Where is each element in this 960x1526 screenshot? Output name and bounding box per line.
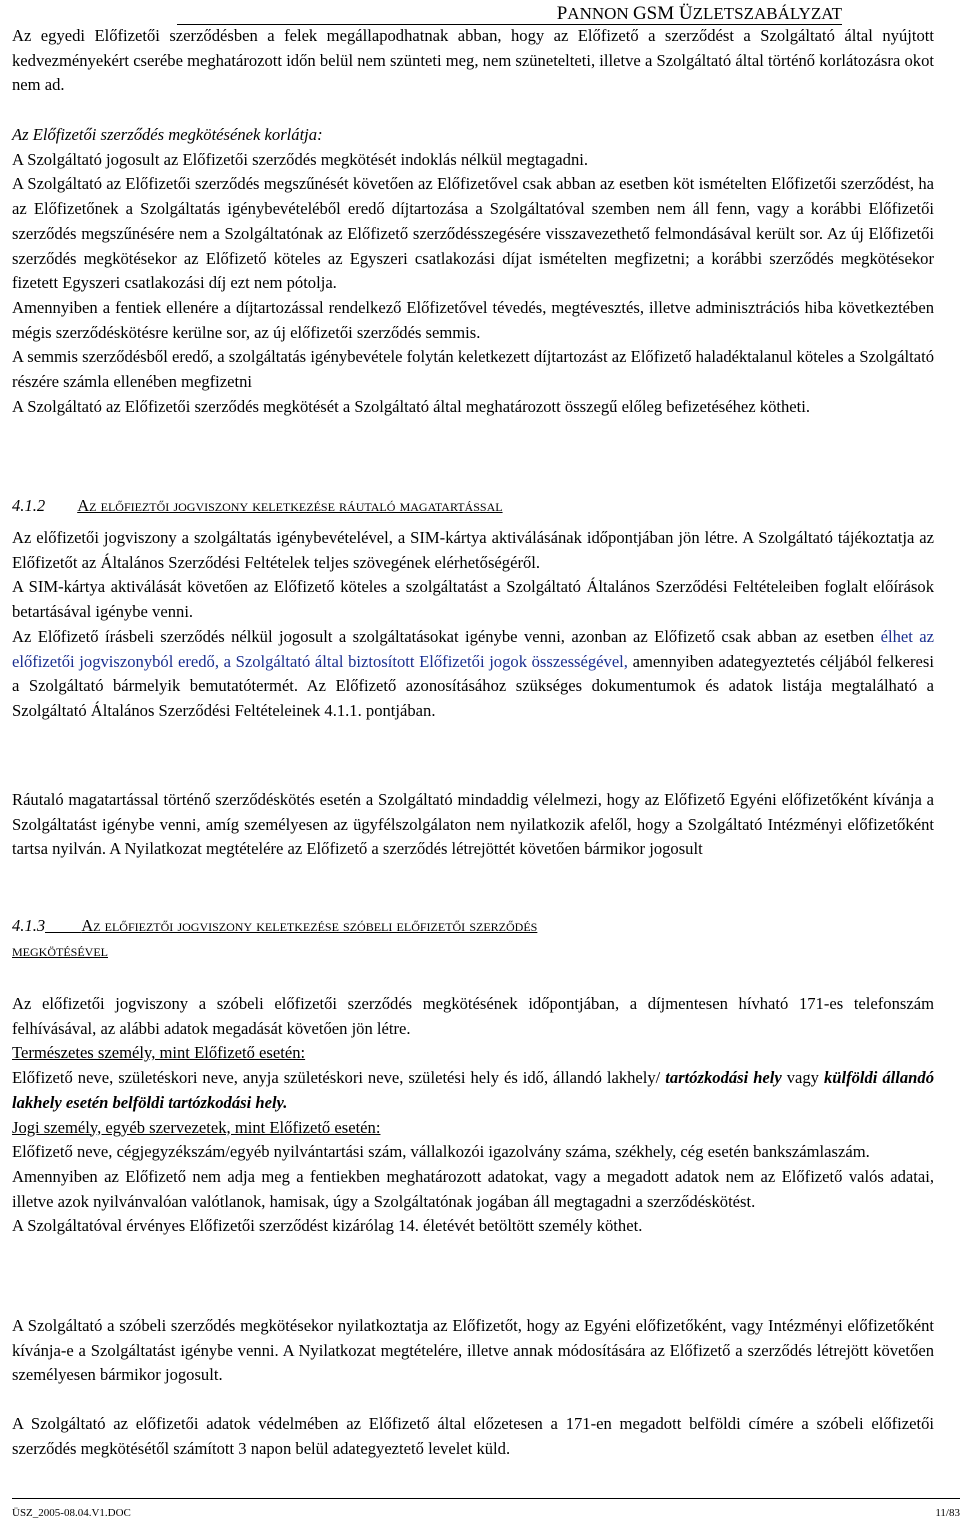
section-title: Az előfieztői jogviszony keletkezése szóbeli előfizetői szerződés	[81, 916, 538, 935]
section-4-1-2-heading	[12, 494, 934, 519]
section-4-1-2-body	[12, 526, 934, 724]
limit-section	[12, 123, 934, 419]
natural-person-text	[12, 1066, 934, 1115]
natural-text: Előfizető neve, születéskori neve, anyja születéskori neve, születési hely és idő, állandó lakhely/	[12, 1068, 666, 1088]
limit-heading: Az Előfizetői szerződés megkötésének korlátja:	[12, 125, 323, 144]
legal-person-heading: Jogi személy, egyéb szervezetek, mint Előfizető esetén:	[12, 1117, 381, 1137]
natural-person-heading: Természetes személy, mint Előfizető esetén:	[12, 1043, 306, 1063]
page-header	[177, 4, 842, 25]
section-4-1-3-declaration	[12, 1314, 934, 1388]
limit-paragraph-3: Amennyiben a fentiek ellenére a díjtartozással rendelkező Előfizetővel tévedés, megtévesztés, illetve adminisztrációs hiba következtében mégis szerződéskötésre kerülne sor, az új előfizetői szerződés semmis.	[12, 297, 934, 342]
sec413-paragraph-3: A Szolgáltatóval érvényes Előfizetői szerződést kizárólag 14. életévét betöltött személy köthet.	[12, 1216, 643, 1236]
intro-section	[12, 24, 934, 98]
footer-filename: ÜSZ_2005-08.04.V1.DOC	[12, 1507, 131, 1519]
sec412-paragraph-4: Ráutaló magatartással történő szerződéskötés esetén a Szolgáltató mindaddig vélelmezi, hogy az Előfizető Egyéni előfizetőként kívánja a Szolgáltatást igénybe venni, amíg személyesen az ügyfélszolgálaton nem nyilatkozik afelől, hogy a Szolgáltató Intézményi előfizetőként tartsa nyilván. A Nyilatkozat megtételére az Előfizető a szerződés létrejöttét követően bármikor jogosult	[12, 790, 934, 859]
header-first-letter: P	[556, 3, 568, 24]
sec412-paragraph-1	[12, 526, 934, 575]
header-title-rest: ZLETSZABÁLYZAT	[692, 4, 842, 23]
sec412-paragraph-3	[12, 625, 934, 724]
sec412-p3-text-2: amennyiben adategyeztetés céljából felkeresi a Szolgáltató bármelyik bemutatótermét. Az Előfizető azonosításához szükséges dokumentumok és adatok listája megtalálható a Szolgáltató Általános Szerződési Feltételeinek 4.1.1. pontjában.	[12, 651, 934, 720]
sec412-paragraph-2: A SIM-kártya aktiválását követően az Előfizető köteles a szolgáltatást a Szolgáltató Általános Szerződési Feltételeiben foglalt előírások betartásával igénybe venni.	[12, 577, 934, 622]
section-4-1-3-verification	[12, 1412, 934, 1461]
limit-paragraph-4: A semmis szerződésből eredő, a szolgáltatás igénybevétele folytán keletkezett díjtartozást az Előfizető haladéktalanul köteles a Szolgáltató részére számla ellenében megfizetni	[12, 347, 934, 392]
limit-paragraph-2: A Szolgáltató az Előfizetői szerződés megszűnését követően az Előfizetővel csak abban az esetben köt ismételten Előfizetői szerződést, ha az Előfizetőnek a Szolgáltatás igénybevételéből eredő díjtartozása a Szolgáltatóval szemben nem áll fenn, vagy a korábbi Előfizetői szerződés megszűnésére nem a Szolgáltatónak az Előfizető szerződésszegésére visszavezethető felmondásával került sor. Az új Előfizetői szerződés megkötésekor az Előfizető köteles az Egyszeri csatlakozási díjat ismételten megfizetni; a korábbi szerződés megkötésekor fizetett Egyszeri csatlakozási díj ezt nem pótolja.	[12, 174, 934, 293]
section-title-cont: megkötésével	[12, 940, 108, 960]
section-4-1-3-body	[12, 992, 934, 1239]
sec413-paragraph-4: A Szolgáltató a szóbeli szerződés megkötésekor nyilatkoztatja az Előfizetőt, hogy az Egyéni előfizetőként, vagy Intézményi előfizetőként kívánja-e a Szolgáltatást igénybe venni. A Nyilatkozat megtételére, illetve annak módosítására az Előfizető a szerződés létrejött követően személyesen bármikor jogosult.	[12, 1316, 934, 1385]
sec413-paragraph-5: A Szolgáltató az előfizetői adatok védelmében az Előfizető által előzetesen a 171-en megadott belföldi címére a szóbeli előfizetői szerződés megkötésétől számított 3 napon belül adategyeztető levelet küld.	[12, 1414, 934, 1458]
header-gsm: GSM	[632, 3, 675, 24]
section-4-1-3-heading	[12, 914, 934, 963]
section-number: 4.1.2	[12, 496, 46, 515]
section-title: Az előfieztői jogviszony keletkezése ráutaló magatartással	[77, 496, 503, 515]
sec413-paragraph-1: Az előfizetői jogviszony a szóbeli előfizetői szerződés megkötésének időpontjában, a díjmentesen hívható 171-es telefonszám felhívásával, az alábbi adatok megadását követően jön létre.	[12, 994, 934, 1038]
sec413-paragraph-2: Amennyiben az Előfizető nem adja meg a fentiekben meghatározott adatokat, vagy a megadott adatok nem az Előfizető valós adatai, illetve azok nyilvánvalóan valótlanok, hamisak, úgy a Szolgáltatónak jogában áll megtagadni a szerződéskötést.	[12, 1166, 934, 1211]
footer-page-number: 11/83	[935, 1507, 960, 1519]
limit-paragraph-1: A Szolgáltató jogosult az Előfizetői szerződés megkötését indoklás nélkül megtagadni.	[12, 149, 589, 169]
header-u: Ü	[674, 3, 693, 24]
page-footer	[12, 1498, 960, 1519]
sec412-p1-text: Az előfizetői jogviszony a szolgáltatás igénybevételével, a SIM-kártya aktiválásának időpontjában jön létre. A Szolgáltató tájékoztatja az Előfizetőt az	[12, 528, 934, 572]
section-4-1-2-implied	[12, 788, 934, 862]
header-title-part: ANNON	[567, 4, 633, 23]
intro-paragraph-1: Az egyedi Előfizetői szerződésben a felek megállapodhatnak abban, hogy az Előfizető a szerződést a Szolgáltató által nyújtott kedvezményekért cserébe meghatározott időn belül nem szünteti meg, nem szünetelteti, illetve a Szolgáltató által történő korlátozásra okot nem ad.	[12, 26, 934, 95]
natural-text-2: vagy	[781, 1068, 824, 1088]
sec412-p3-blue-text: élhet az előfizetői jogviszonyból eredő, a Szolgáltató által biztosított Előfizetői jogok összességével,	[12, 626, 934, 671]
sec412-p1-text-2: Általános Szerződési Feltételek teljes szövegének elérhetőségéről.	[100, 552, 541, 572]
natural-bold-italic-1: tartózkodási hely	[665, 1068, 782, 1088]
section-number: 4.1.3	[12, 916, 46, 935]
legal-person-text: Előfizető neve, cégjegyzékszám/egyéb nyilvántartási szám, vállalkozói igazolvány száma, székhely, cég esetén bankszámlaszám.	[12, 1142, 870, 1162]
natural-bold-italic-2: külföldi állandó lakhely esetén belföldi tartózkodási hely.	[12, 1068, 935, 1112]
sec412-p3-text: Az Előfizető írásbeli szerződés nélkül jogosult a szolgáltatásokat igénybe venni, azonban az Előfizető csak abban az esetben	[12, 626, 881, 646]
limit-paragraph-5: A Szolgáltató az Előfizetői szerződés megkötését a Szolgáltató által meghatározott összegű előleg befizetéséhez kötheti.	[12, 396, 811, 416]
